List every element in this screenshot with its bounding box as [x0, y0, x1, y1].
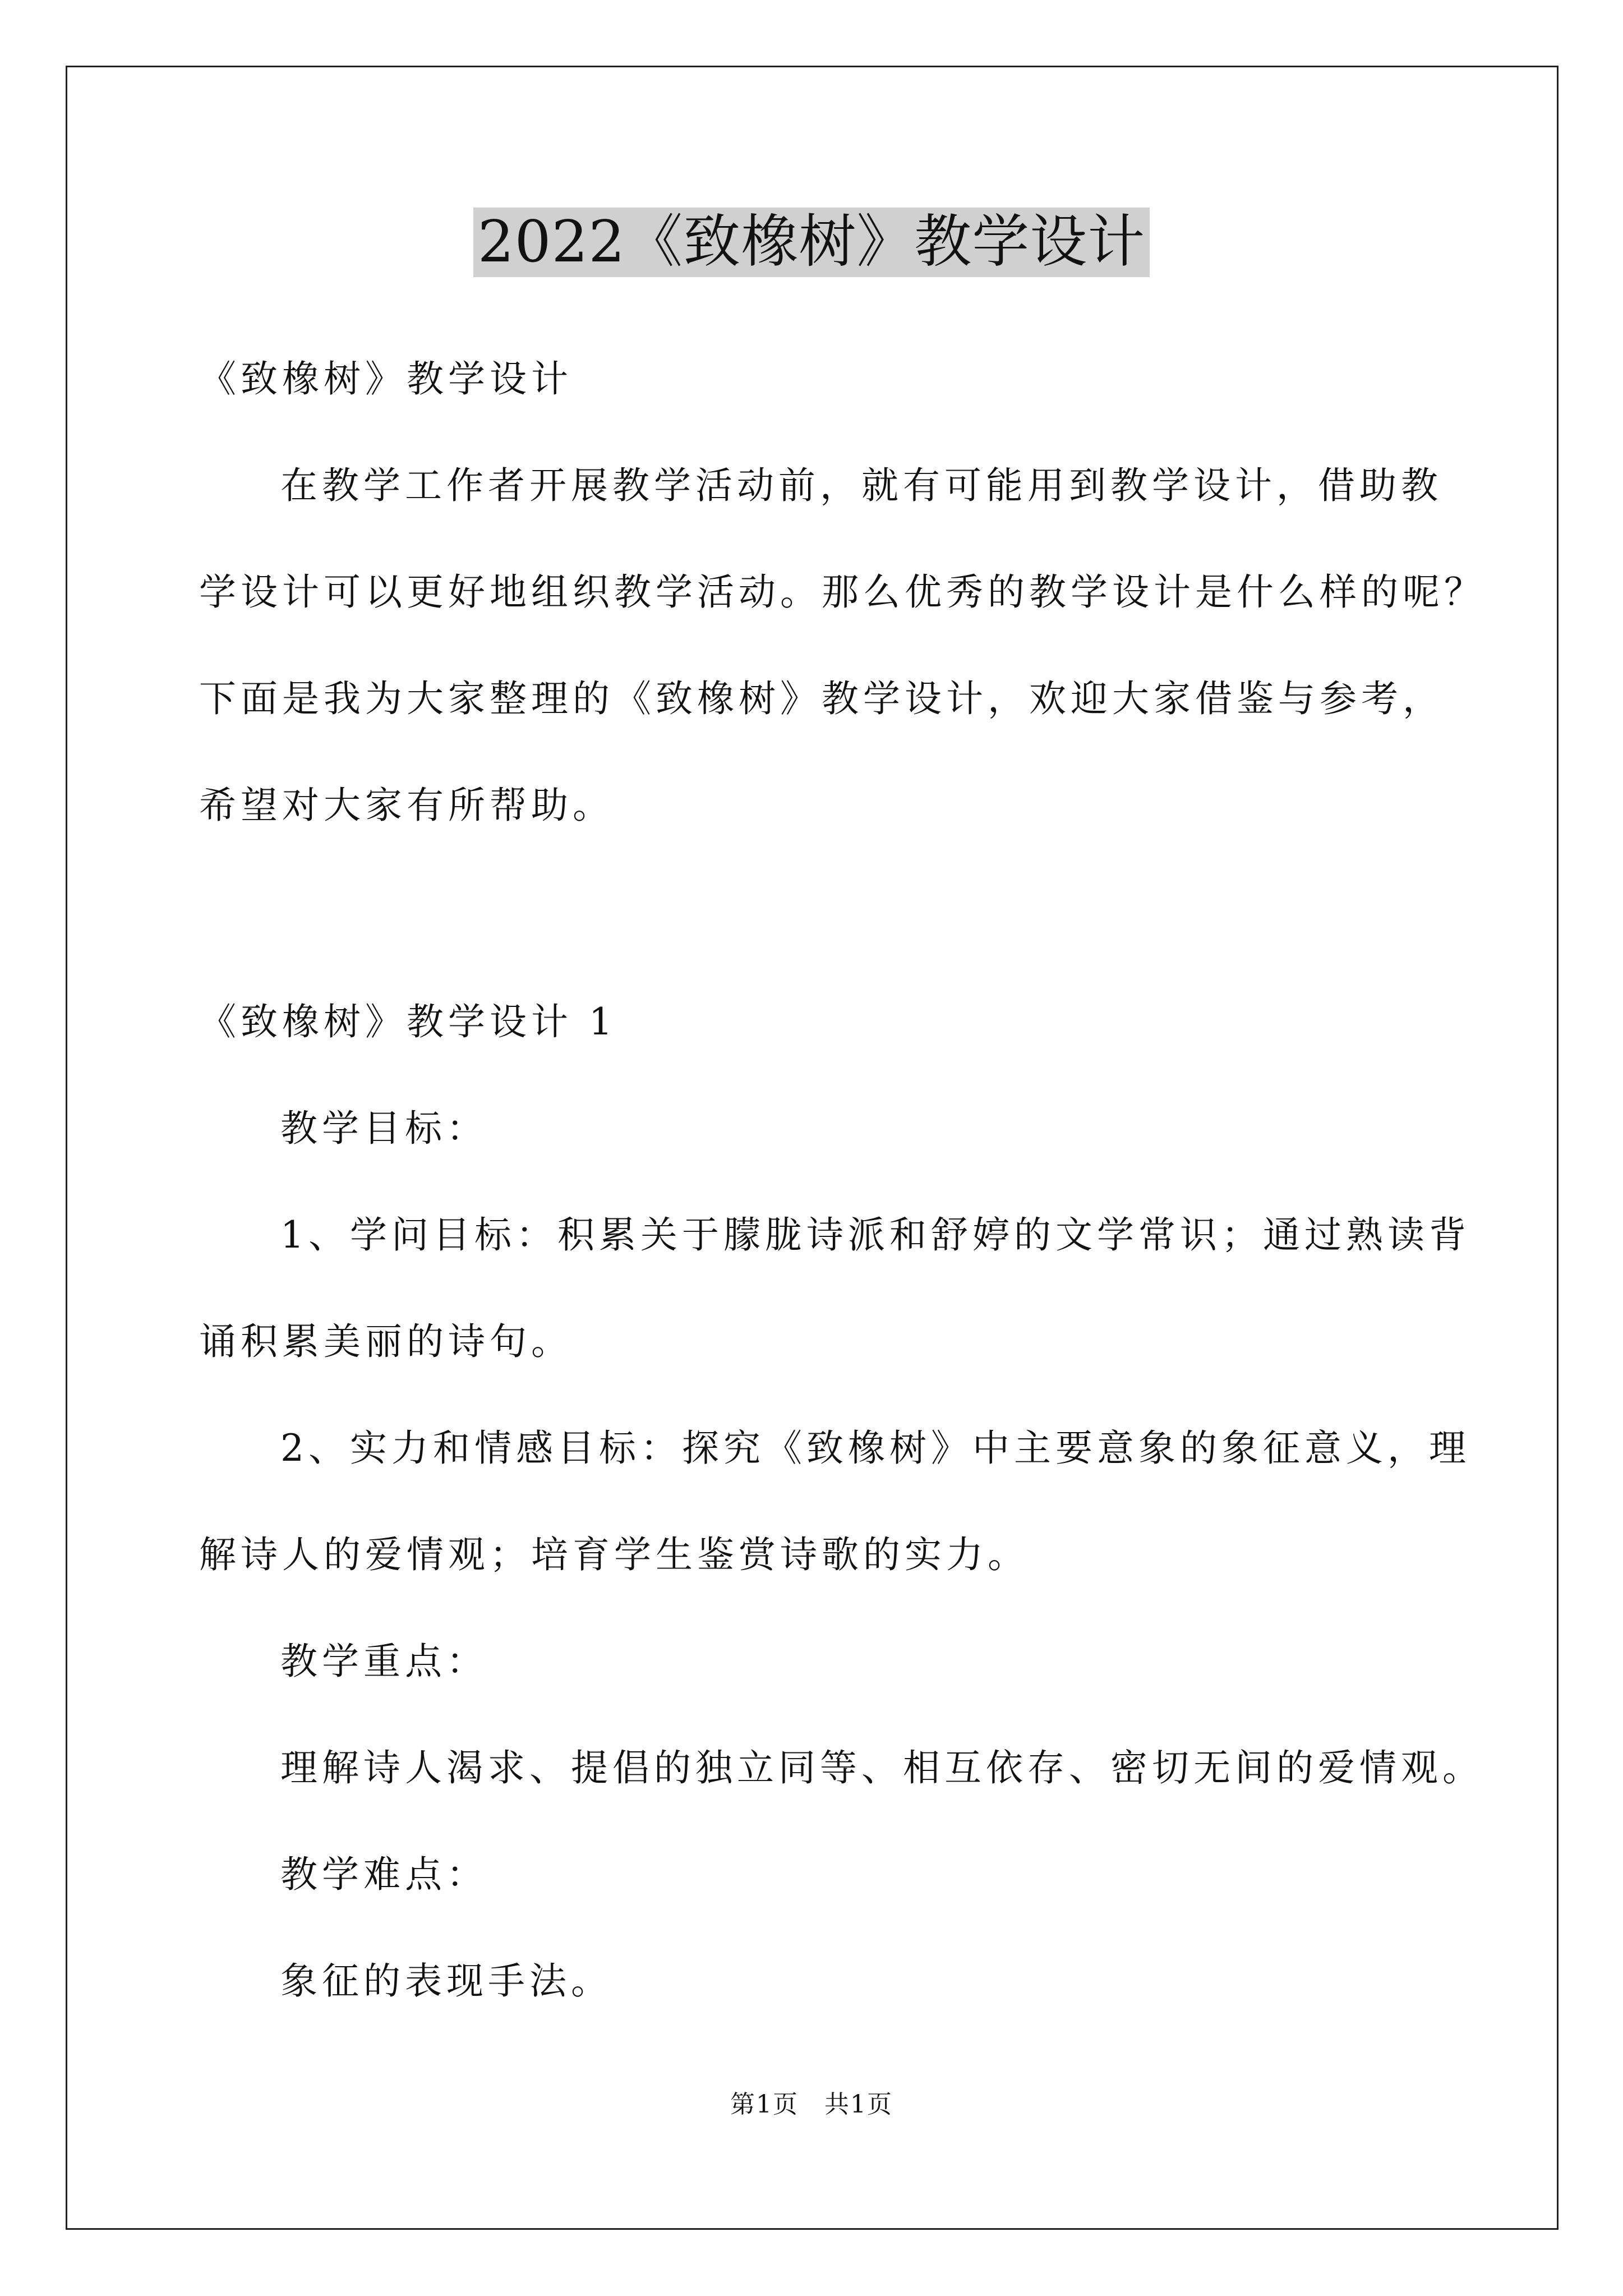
page-footer: 第1页 共1页 [730, 2090, 893, 2119]
subtitle-line: 《致橡树》教学设计 [199, 357, 573, 401]
difficulty-text: 象征的表现手法。 [280, 1959, 612, 2003]
title-container [0, 208, 1623, 277]
intro-paragraph-line-2: 学设计可以更好地组织教学活动。那么优秀的教学设计是什么样的呢？ [199, 570, 1486, 614]
intro-paragraph-line-1: 在教学工作者开展教学活动前，就有可能用到教学设计，借助教 [280, 464, 1442, 507]
goal-1-line-2: 诵积累美丽的诗句。 [199, 1320, 573, 1363]
section-heading: 《致橡树》教学设计 1 [199, 1000, 617, 1043]
key-point-heading: 教学重点： [280, 1640, 488, 1683]
goal-2-line-1: 2、实力和情感目标：探究《致橡树》中主要意象的象征意义，理 [280, 1427, 1470, 1470]
goal-1-line-1: 1、学问目标：积累关于朦胧诗派和舒婷的文学常识；通过熟读背 [280, 1213, 1470, 1257]
intro-paragraph-line-4: 希望对大家有所帮助。 [199, 784, 614, 827]
document-title: 2022《致橡树》教学设计 [473, 208, 1150, 277]
difficulty-heading: 教学难点： [280, 1853, 488, 1896]
key-point-text: 理解诗人渴求、提倡的独立同等、相互依存、密切无间的爱情观。 [280, 1746, 1484, 1789]
goals-heading: 教学目标： [280, 1107, 488, 1150]
intro-paragraph-line-3: 下面是我为大家整理的《致橡树》教学设计，欢迎大家借鉴与参考， [199, 677, 1444, 720]
goal-2-line-2: 解诗人的爱情观；培育学生鉴赏诗歌的实力。 [199, 1533, 1029, 1576]
